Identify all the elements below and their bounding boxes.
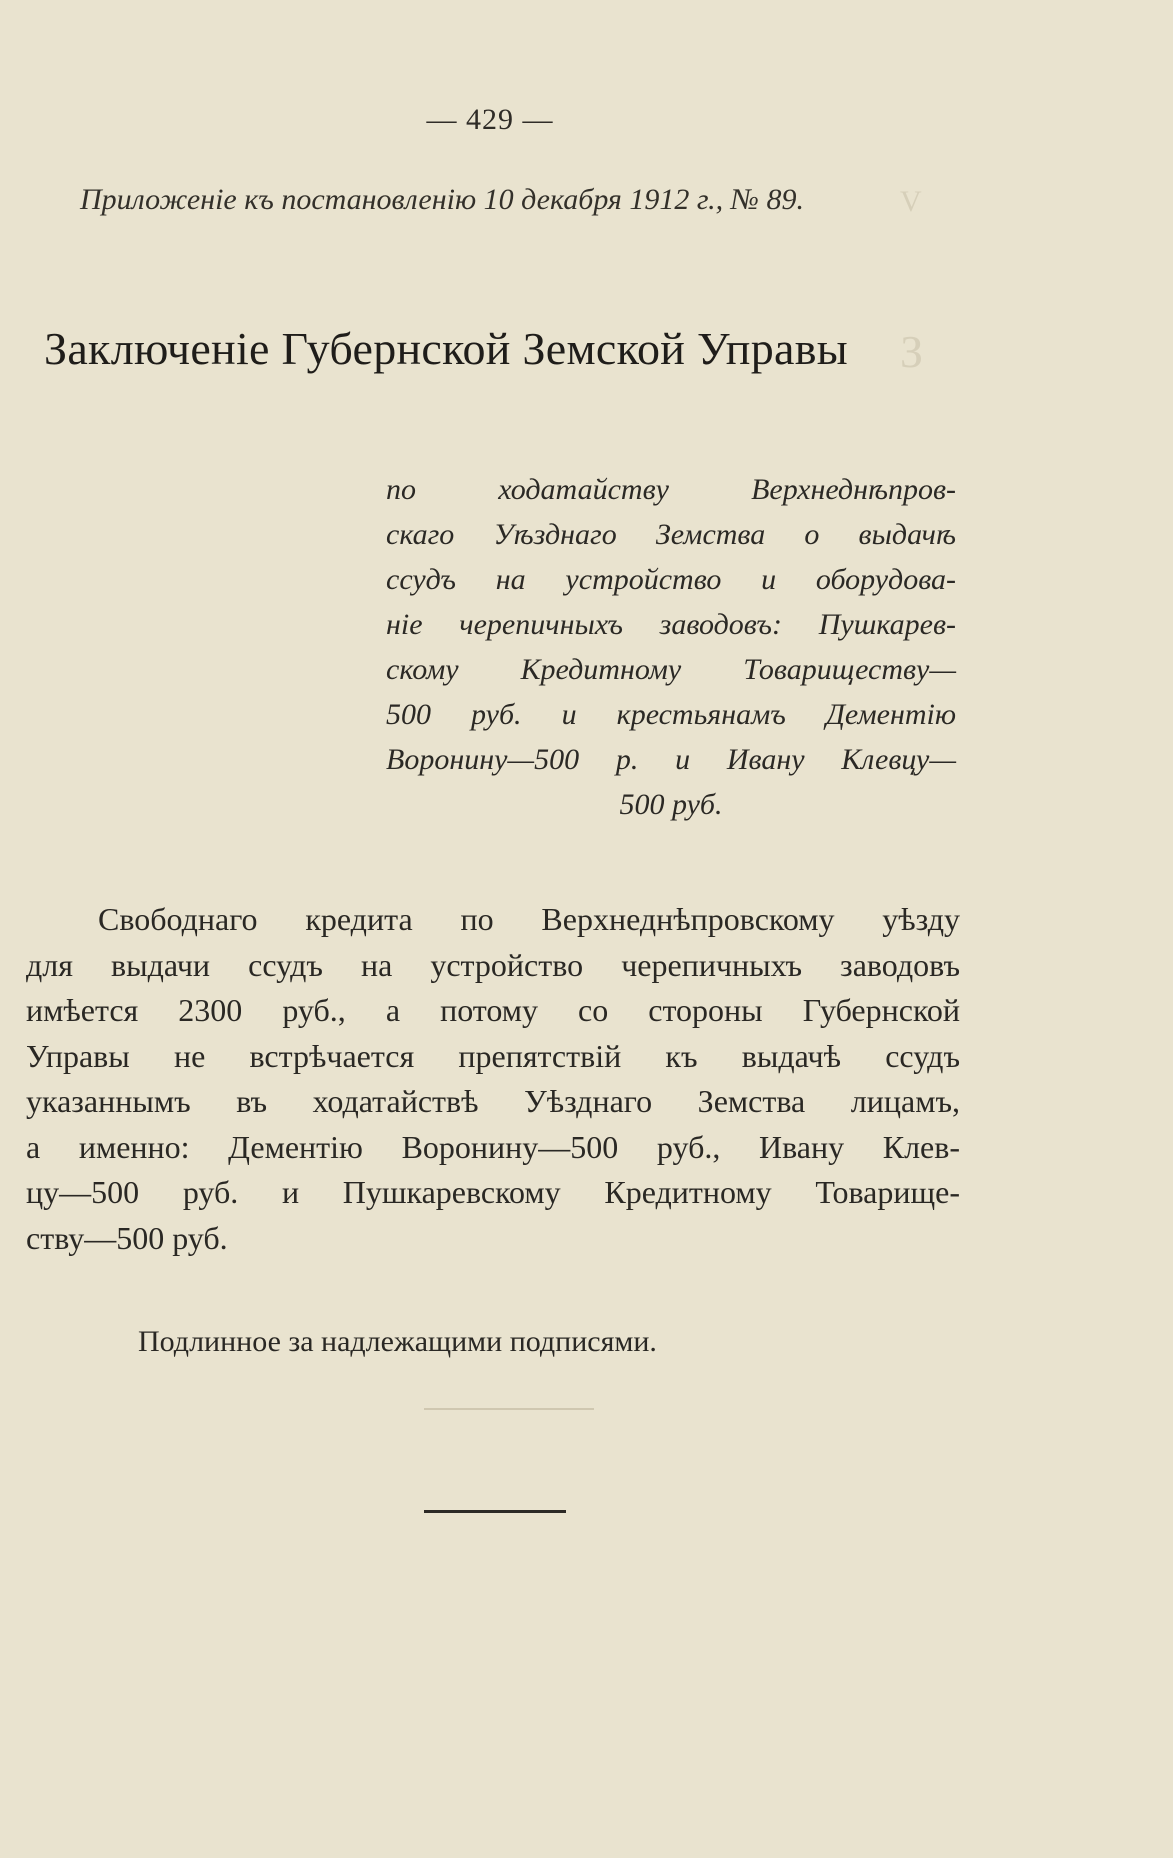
- closing-line: Подлинное за надлежащими подписями.: [138, 1325, 657, 1358]
- subject-line: Воронину—500 р. и Ивану Клевцу—: [386, 743, 956, 776]
- body-paragraph: [26, 897, 960, 1261]
- page-number: — 429 —: [426, 103, 554, 136]
- body-line: для выдачи ссудъ на устройство черепичныхъ заводовъ: [26, 946, 960, 983]
- body-line: Управы не встрѣчается препятствій къ выдачѣ ссудъ: [26, 1037, 960, 1074]
- body-line: ству—500 руб.: [26, 1219, 228, 1256]
- bleed-through-mark: V: [900, 185, 922, 218]
- subject-line: скаго Уѣзднаго Земства о выдачѣ: [386, 518, 956, 551]
- subject-block: [386, 467, 956, 827]
- appendix-note: Приложеніе къ постановленію 10 декабря 1912 г., № 89.: [80, 183, 804, 216]
- subject-line: по ходатайству Верхнеднѣпров-: [386, 473, 956, 506]
- subject-line: ніе черепичныхъ заводовъ: Пушкарев-: [386, 608, 956, 641]
- body-line: цу—500 руб. и Пушкаревскому Кредитному Товарище-: [26, 1174, 960, 1210]
- end-rule: [424, 1510, 566, 1513]
- body-line: Свободнаго кредита по Верхнеднѣпровскому уѣзду: [98, 901, 960, 937]
- subject-line: 500 руб.: [619, 788, 723, 821]
- body-line: а именно: Дементію Воронину—500 руб., Ивану Клев-: [26, 1128, 960, 1165]
- subject-line: скому Кредитному Товариществу—: [386, 653, 956, 686]
- body-line: указаннымъ въ ходатайствѣ Уѣзднаго Земства лицамъ,: [26, 1083, 960, 1119]
- subject-line: ссудъ на устройство и оборудова-: [386, 563, 956, 596]
- body-line: имѣется 2300 руб., а потому со стороны Губернской: [26, 992, 960, 1028]
- subject-line: 500 руб. и крестьянамъ Дементію: [386, 698, 956, 731]
- faint-divider: [424, 1408, 594, 1410]
- page-title: Заключеніе Губернской Земской Управы: [44, 323, 848, 374]
- bleed-through-mark: З: [900, 326, 924, 377]
